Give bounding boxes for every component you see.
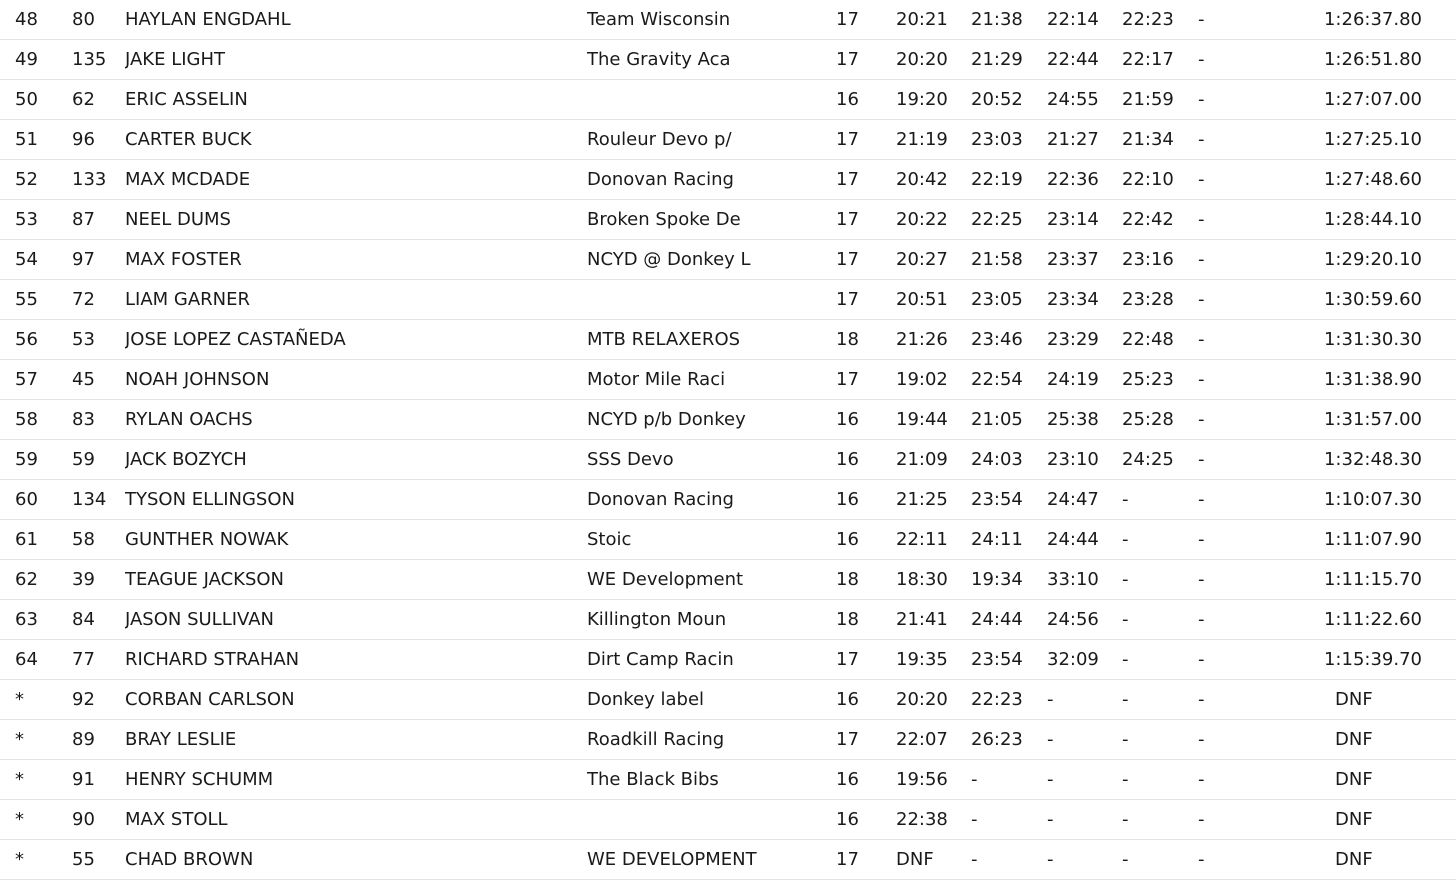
- table-row: [0, 840, 1456, 880]
- age-cell: 17: [836, 849, 859, 870]
- table-row: [0, 640, 1456, 680]
- total-time-cell: 1:11:15.70: [1323, 569, 1422, 590]
- bib-cell: 90: [72, 809, 95, 830]
- lap-5-cell: -: [1198, 209, 1205, 230]
- lap-5-cell: -: [1198, 169, 1205, 190]
- table-row: [0, 200, 1456, 240]
- lap-3-cell: -: [1047, 809, 1054, 830]
- rider-name-cell: JASON SULLIVAN: [125, 609, 274, 630]
- lap-4-cell: 21:59: [1122, 89, 1174, 110]
- table-row: [0, 80, 1456, 120]
- team-cell: Roadkill Racing: [587, 729, 725, 750]
- lap-3-cell: 22:14: [1047, 9, 1099, 30]
- bib-cell: 92: [72, 689, 95, 710]
- lap-5-cell: -: [1198, 649, 1205, 670]
- lap-1-cell: 20:21: [896, 9, 948, 30]
- lap-3-cell: 23:14: [1047, 209, 1099, 230]
- bib-cell: 83: [72, 409, 95, 430]
- bib-cell: 77: [72, 649, 95, 670]
- rider-name-cell: LIAM GARNER: [125, 289, 251, 310]
- bib-cell: 135: [72, 49, 107, 70]
- place-cell: 61: [15, 529, 38, 550]
- lap-1-cell: 22:11: [896, 529, 948, 550]
- lap-1-cell: 20:27: [896, 249, 948, 270]
- lap-4-cell: -: [1122, 489, 1129, 510]
- total-time-cell: 1:26:37.80: [1323, 9, 1422, 30]
- lap-2-cell: 19:34: [971, 569, 1023, 590]
- age-cell: 17: [836, 729, 859, 750]
- place-cell: 62: [15, 569, 38, 590]
- lap-3-cell: 22:44: [1047, 49, 1099, 70]
- lap-1-cell: 20:20: [896, 689, 948, 710]
- place-cell: 60: [15, 489, 38, 510]
- lap-1-cell: 20:20: [896, 49, 948, 70]
- team-cell: MTB RELAXEROS: [587, 329, 741, 350]
- lap-2-cell: 23:03: [971, 129, 1023, 150]
- lap-4-cell: 25:23: [1122, 369, 1174, 390]
- lap-4-cell: 21:34: [1122, 129, 1174, 150]
- total-time-cell: 1:31:38.90: [1323, 369, 1422, 390]
- rider-name-cell: CHAD BROWN: [125, 849, 254, 870]
- age-cell: 17: [836, 129, 859, 150]
- total-time-cell: 1:15:39.70: [1323, 649, 1422, 670]
- lap-3-cell: 32:09: [1047, 649, 1099, 670]
- lap-4-cell: -: [1122, 729, 1129, 750]
- rider-name-cell: HAYLAN ENGDAHL: [125, 9, 291, 30]
- age-cell: 18: [836, 609, 859, 630]
- bib-cell: 133: [72, 169, 107, 190]
- lap-1-cell: DNF: [896, 849, 934, 870]
- place-cell: 63: [15, 609, 38, 630]
- place-cell: *: [15, 849, 24, 870]
- lap-2-cell: 23:54: [971, 489, 1023, 510]
- age-cell: 16: [836, 489, 859, 510]
- lap-4-cell: -: [1122, 849, 1129, 870]
- lap-5-cell: -: [1198, 729, 1205, 750]
- lap-5-cell: -: [1198, 249, 1205, 270]
- table-row: [0, 320, 1456, 360]
- total-time-cell: 1:27:07.00: [1323, 89, 1422, 110]
- lap-3-cell: 24:19: [1047, 369, 1099, 390]
- team-cell: Team Wisconsin: [587, 9, 731, 30]
- lap-3-cell: 21:27: [1047, 129, 1099, 150]
- bib-cell: 55: [72, 849, 95, 870]
- lap-4-cell: 22:17: [1122, 49, 1174, 70]
- table-row: [0, 120, 1456, 160]
- age-cell: 16: [836, 529, 859, 550]
- bib-cell: 91: [72, 769, 95, 790]
- lap-4-cell: -: [1122, 609, 1129, 630]
- place-cell: 55: [15, 289, 38, 310]
- lap-5-cell: -: [1198, 529, 1205, 550]
- place-cell: 50: [15, 89, 38, 110]
- age-cell: 17: [836, 249, 859, 270]
- rider-name-cell: MAX FOSTER: [125, 249, 242, 270]
- lap-2-cell: 23:54: [971, 649, 1023, 670]
- table-row: [0, 400, 1456, 440]
- team-cell: WE Development: [587, 569, 744, 590]
- age-cell: 18: [836, 569, 859, 590]
- table-row: [0, 760, 1456, 800]
- lap-2-cell: 20:52: [971, 89, 1023, 110]
- rider-name-cell: HENRY SCHUMM: [125, 769, 274, 790]
- lap-2-cell: -: [971, 849, 978, 870]
- lap-1-cell: 21:19: [896, 129, 948, 150]
- lap-5-cell: -: [1198, 609, 1205, 630]
- lap-4-cell: 25:28: [1122, 409, 1174, 430]
- team-cell: Motor Mile Raci: [587, 369, 726, 390]
- bib-cell: 59: [72, 449, 95, 470]
- total-time-cell: 1:27:48.60: [1323, 169, 1422, 190]
- bib-cell: 53: [72, 329, 95, 350]
- lap-3-cell: 23:37: [1047, 249, 1099, 270]
- age-cell: 16: [836, 689, 859, 710]
- lap-4-cell: 23:16: [1122, 249, 1174, 270]
- age-cell: 17: [836, 169, 859, 190]
- lap-2-cell: 21:38: [971, 9, 1023, 30]
- lap-1-cell: 20:42: [896, 169, 948, 190]
- lap-3-cell: -: [1047, 769, 1054, 790]
- lap-5-cell: -: [1198, 489, 1205, 510]
- rider-name-cell: TYSON ELLINGSON: [125, 489, 295, 510]
- place-cell: 64: [15, 649, 38, 670]
- bib-cell: 89: [72, 729, 95, 750]
- lap-1-cell: 19:56: [896, 769, 948, 790]
- lap-1-cell: 18:30: [896, 569, 948, 590]
- table-row: [0, 480, 1456, 520]
- place-cell: 51: [15, 129, 38, 150]
- bib-cell: 87: [72, 209, 95, 230]
- lap-2-cell: 24:03: [971, 449, 1023, 470]
- lap-2-cell: 21:05: [971, 409, 1023, 430]
- lap-1-cell: 19:20: [896, 89, 948, 110]
- table-row: [0, 560, 1456, 600]
- total-time-cell: 1:11:22.60: [1323, 609, 1422, 630]
- lap-3-cell: 24:55: [1047, 89, 1099, 110]
- team-cell: Dirt Camp Racin: [587, 649, 734, 670]
- table-row: [0, 240, 1456, 280]
- lap-2-cell: 21:58: [971, 249, 1023, 270]
- rider-name-cell: MAX STOLL: [125, 809, 228, 830]
- lap-4-cell: -: [1122, 689, 1129, 710]
- team-cell: Donovan Racing: [587, 169, 734, 190]
- rider-name-cell: JAKE LIGHT: [125, 49, 226, 70]
- table-row: [0, 0, 1456, 40]
- lap-2-cell: 24:11: [971, 529, 1023, 550]
- lap-5-cell: -: [1198, 89, 1205, 110]
- lap-1-cell: 21:09: [896, 449, 948, 470]
- place-cell: *: [15, 729, 24, 750]
- total-time-cell: DNF: [1335, 849, 1373, 870]
- table-row: [0, 160, 1456, 200]
- team-cell: Donkey label: [587, 689, 705, 710]
- bib-cell: 58: [72, 529, 95, 550]
- total-time-cell: 1:11:07.90: [1323, 529, 1422, 550]
- lap-3-cell: 22:36: [1047, 169, 1099, 190]
- lap-3-cell: 24:44: [1047, 529, 1099, 550]
- team-cell: The Black Bibs: [587, 769, 719, 790]
- age-cell: 18: [836, 329, 859, 350]
- lap-1-cell: 21:26: [896, 329, 948, 350]
- table-row: [0, 40, 1456, 80]
- lap-5-cell: -: [1198, 569, 1205, 590]
- rider-name-cell: RICHARD STRAHAN: [125, 649, 300, 670]
- lap-2-cell: -: [971, 809, 978, 830]
- total-time-cell: 1:29:20.10: [1323, 249, 1422, 270]
- lap-4-cell: -: [1122, 769, 1129, 790]
- rider-name-cell: RYLAN OACHS: [125, 409, 253, 430]
- lap-4-cell: -: [1122, 649, 1129, 670]
- lap-3-cell: 33:10: [1047, 569, 1099, 590]
- lap-1-cell: 22:38: [896, 809, 948, 830]
- lap-4-cell: 24:25: [1122, 449, 1174, 470]
- place-cell: 54: [15, 249, 38, 270]
- lap-5-cell: -: [1198, 849, 1205, 870]
- lap-5-cell: -: [1198, 9, 1205, 30]
- rider-name-cell: JOSE LOPEZ CASTAÑEDA: [125, 329, 346, 350]
- place-cell: 53: [15, 209, 38, 230]
- total-time-cell: 1:27:25.10: [1323, 129, 1422, 150]
- lap-2-cell: 23:46: [971, 329, 1023, 350]
- place-cell: 59: [15, 449, 38, 470]
- lap-3-cell: 25:38: [1047, 409, 1099, 430]
- age-cell: 17: [836, 9, 859, 30]
- table-row: [0, 800, 1456, 840]
- lap-3-cell: -: [1047, 729, 1054, 750]
- age-cell: 16: [836, 409, 859, 430]
- total-time-cell: 1:31:57.00: [1323, 409, 1422, 430]
- table-row: [0, 280, 1456, 320]
- bib-cell: 80: [72, 9, 95, 30]
- total-time-cell: 1:28:44.10: [1323, 209, 1422, 230]
- total-time-cell: 1:26:51.80: [1323, 49, 1422, 70]
- place-cell: *: [15, 769, 24, 790]
- lap-5-cell: -: [1198, 49, 1205, 70]
- total-time-cell: 1:32:48.30: [1323, 449, 1422, 470]
- lap-2-cell: 22:19: [971, 169, 1023, 190]
- place-cell: 49: [15, 49, 38, 70]
- table-row: [0, 600, 1456, 640]
- lap-5-cell: -: [1198, 449, 1205, 470]
- lap-1-cell: 21:25: [896, 489, 948, 510]
- lap-5-cell: -: [1198, 289, 1205, 310]
- lap-2-cell: 22:54: [971, 369, 1023, 390]
- lap-4-cell: 22:23: [1122, 9, 1174, 30]
- lap-2-cell: 23:05: [971, 289, 1023, 310]
- lap-3-cell: 23:29: [1047, 329, 1099, 350]
- lap-5-cell: -: [1198, 369, 1205, 390]
- rider-name-cell: MAX MCDADE: [125, 169, 251, 190]
- total-time-cell: DNF: [1335, 729, 1373, 750]
- lap-3-cell: 24:47: [1047, 489, 1099, 510]
- rider-name-cell: CORBAN CARLSON: [125, 689, 295, 710]
- lap-3-cell: -: [1047, 849, 1054, 870]
- total-time-cell: 1:10:07.30: [1323, 489, 1422, 510]
- table-row: [0, 440, 1456, 480]
- team-cell: Stoic: [587, 529, 632, 550]
- place-cell: 58: [15, 409, 38, 430]
- team-cell: NCYD @ Donkey L: [587, 249, 751, 270]
- bib-cell: 96: [72, 129, 95, 150]
- lap-1-cell: 19:35: [896, 649, 948, 670]
- table-row: [0, 360, 1456, 400]
- rider-name-cell: BRAY LESLIE: [125, 729, 237, 750]
- rider-name-cell: NOAH JOHNSON: [125, 369, 270, 390]
- table-row: [0, 680, 1456, 720]
- lap-3-cell: 23:34: [1047, 289, 1099, 310]
- team-cell: Killington Moun: [587, 609, 727, 630]
- lap-2-cell: 22:23: [971, 689, 1023, 710]
- total-time-cell: DNF: [1335, 809, 1373, 830]
- team-cell: Broken Spoke De: [587, 209, 741, 230]
- lap-2-cell: 26:23: [971, 729, 1023, 750]
- bib-cell: 84: [72, 609, 95, 630]
- bib-cell: 45: [72, 369, 95, 390]
- lap-1-cell: 19:02: [896, 369, 948, 390]
- age-cell: 17: [836, 369, 859, 390]
- age-cell: 16: [836, 449, 859, 470]
- team-cell: WE DEVELOPMENT: [587, 849, 757, 870]
- lap-5-cell: -: [1198, 129, 1205, 150]
- lap-2-cell: -: [971, 769, 978, 790]
- bib-cell: 39: [72, 569, 95, 590]
- age-cell: 16: [836, 769, 859, 790]
- lap-4-cell: -: [1122, 529, 1129, 550]
- team-cell: SSS Devo: [587, 449, 674, 470]
- team-cell: NCYD p/b Donkey: [587, 409, 746, 430]
- rider-name-cell: GUNTHER NOWAK: [125, 529, 289, 550]
- lap-1-cell: 20:51: [896, 289, 948, 310]
- place-cell: 48: [15, 9, 38, 30]
- lap-4-cell: 22:42: [1122, 209, 1174, 230]
- table-row: [0, 720, 1456, 760]
- lap-4-cell: 22:10: [1122, 169, 1174, 190]
- place-cell: 57: [15, 369, 38, 390]
- lap-5-cell: -: [1198, 809, 1205, 830]
- lap-5-cell: -: [1198, 769, 1205, 790]
- total-time-cell: DNF: [1335, 769, 1373, 790]
- age-cell: 17: [836, 209, 859, 230]
- lap-1-cell: 22:07: [896, 729, 948, 750]
- lap-2-cell: 21:29: [971, 49, 1023, 70]
- lap-1-cell: 20:22: [896, 209, 948, 230]
- lap-2-cell: 22:25: [971, 209, 1023, 230]
- age-cell: 16: [836, 809, 859, 830]
- total-time-cell: 1:31:30.30: [1323, 329, 1422, 350]
- age-cell: 16: [836, 89, 859, 110]
- rider-name-cell: JACK BOZYCH: [125, 449, 247, 470]
- total-time-cell: 1:30:59.60: [1323, 289, 1422, 310]
- place-cell: *: [15, 809, 24, 830]
- lap-5-cell: -: [1198, 689, 1205, 710]
- rider-name-cell: CARTER BUCK: [125, 129, 252, 150]
- age-cell: 17: [836, 49, 859, 70]
- age-cell: 17: [836, 649, 859, 670]
- rider-name-cell: ERIC ASSELIN: [125, 89, 248, 110]
- table-row: [0, 520, 1456, 560]
- rider-name-cell: NEEL DUMS: [125, 209, 231, 230]
- rider-name-cell: TEAGUE JACKSON: [125, 569, 285, 590]
- total-time-cell: DNF: [1335, 689, 1373, 710]
- lap-4-cell: -: [1122, 569, 1129, 590]
- lap-5-cell: -: [1198, 409, 1205, 430]
- lap-4-cell: -: [1122, 809, 1129, 830]
- lap-1-cell: 19:44: [896, 409, 948, 430]
- bib-cell: 134: [72, 489, 107, 510]
- lap-1-cell: 21:41: [896, 609, 948, 630]
- bib-cell: 72: [72, 289, 95, 310]
- lap-2-cell: 24:44: [971, 609, 1023, 630]
- place-cell: *: [15, 689, 24, 710]
- bib-cell: 62: [72, 89, 95, 110]
- place-cell: 56: [15, 329, 38, 350]
- bib-cell: 97: [72, 249, 95, 270]
- place-cell: 52: [15, 169, 38, 190]
- team-cell: Rouleur Devo p/: [587, 129, 732, 150]
- lap-3-cell: 24:56: [1047, 609, 1099, 630]
- lap-3-cell: 23:10: [1047, 449, 1099, 470]
- team-cell: Donovan Racing: [587, 489, 734, 510]
- age-cell: 17: [836, 289, 859, 310]
- lap-3-cell: -: [1047, 689, 1054, 710]
- lap-4-cell: 23:28: [1122, 289, 1174, 310]
- lap-4-cell: 22:48: [1122, 329, 1174, 350]
- lap-5-cell: -: [1198, 329, 1205, 350]
- team-cell: The Gravity Aca: [587, 49, 731, 70]
